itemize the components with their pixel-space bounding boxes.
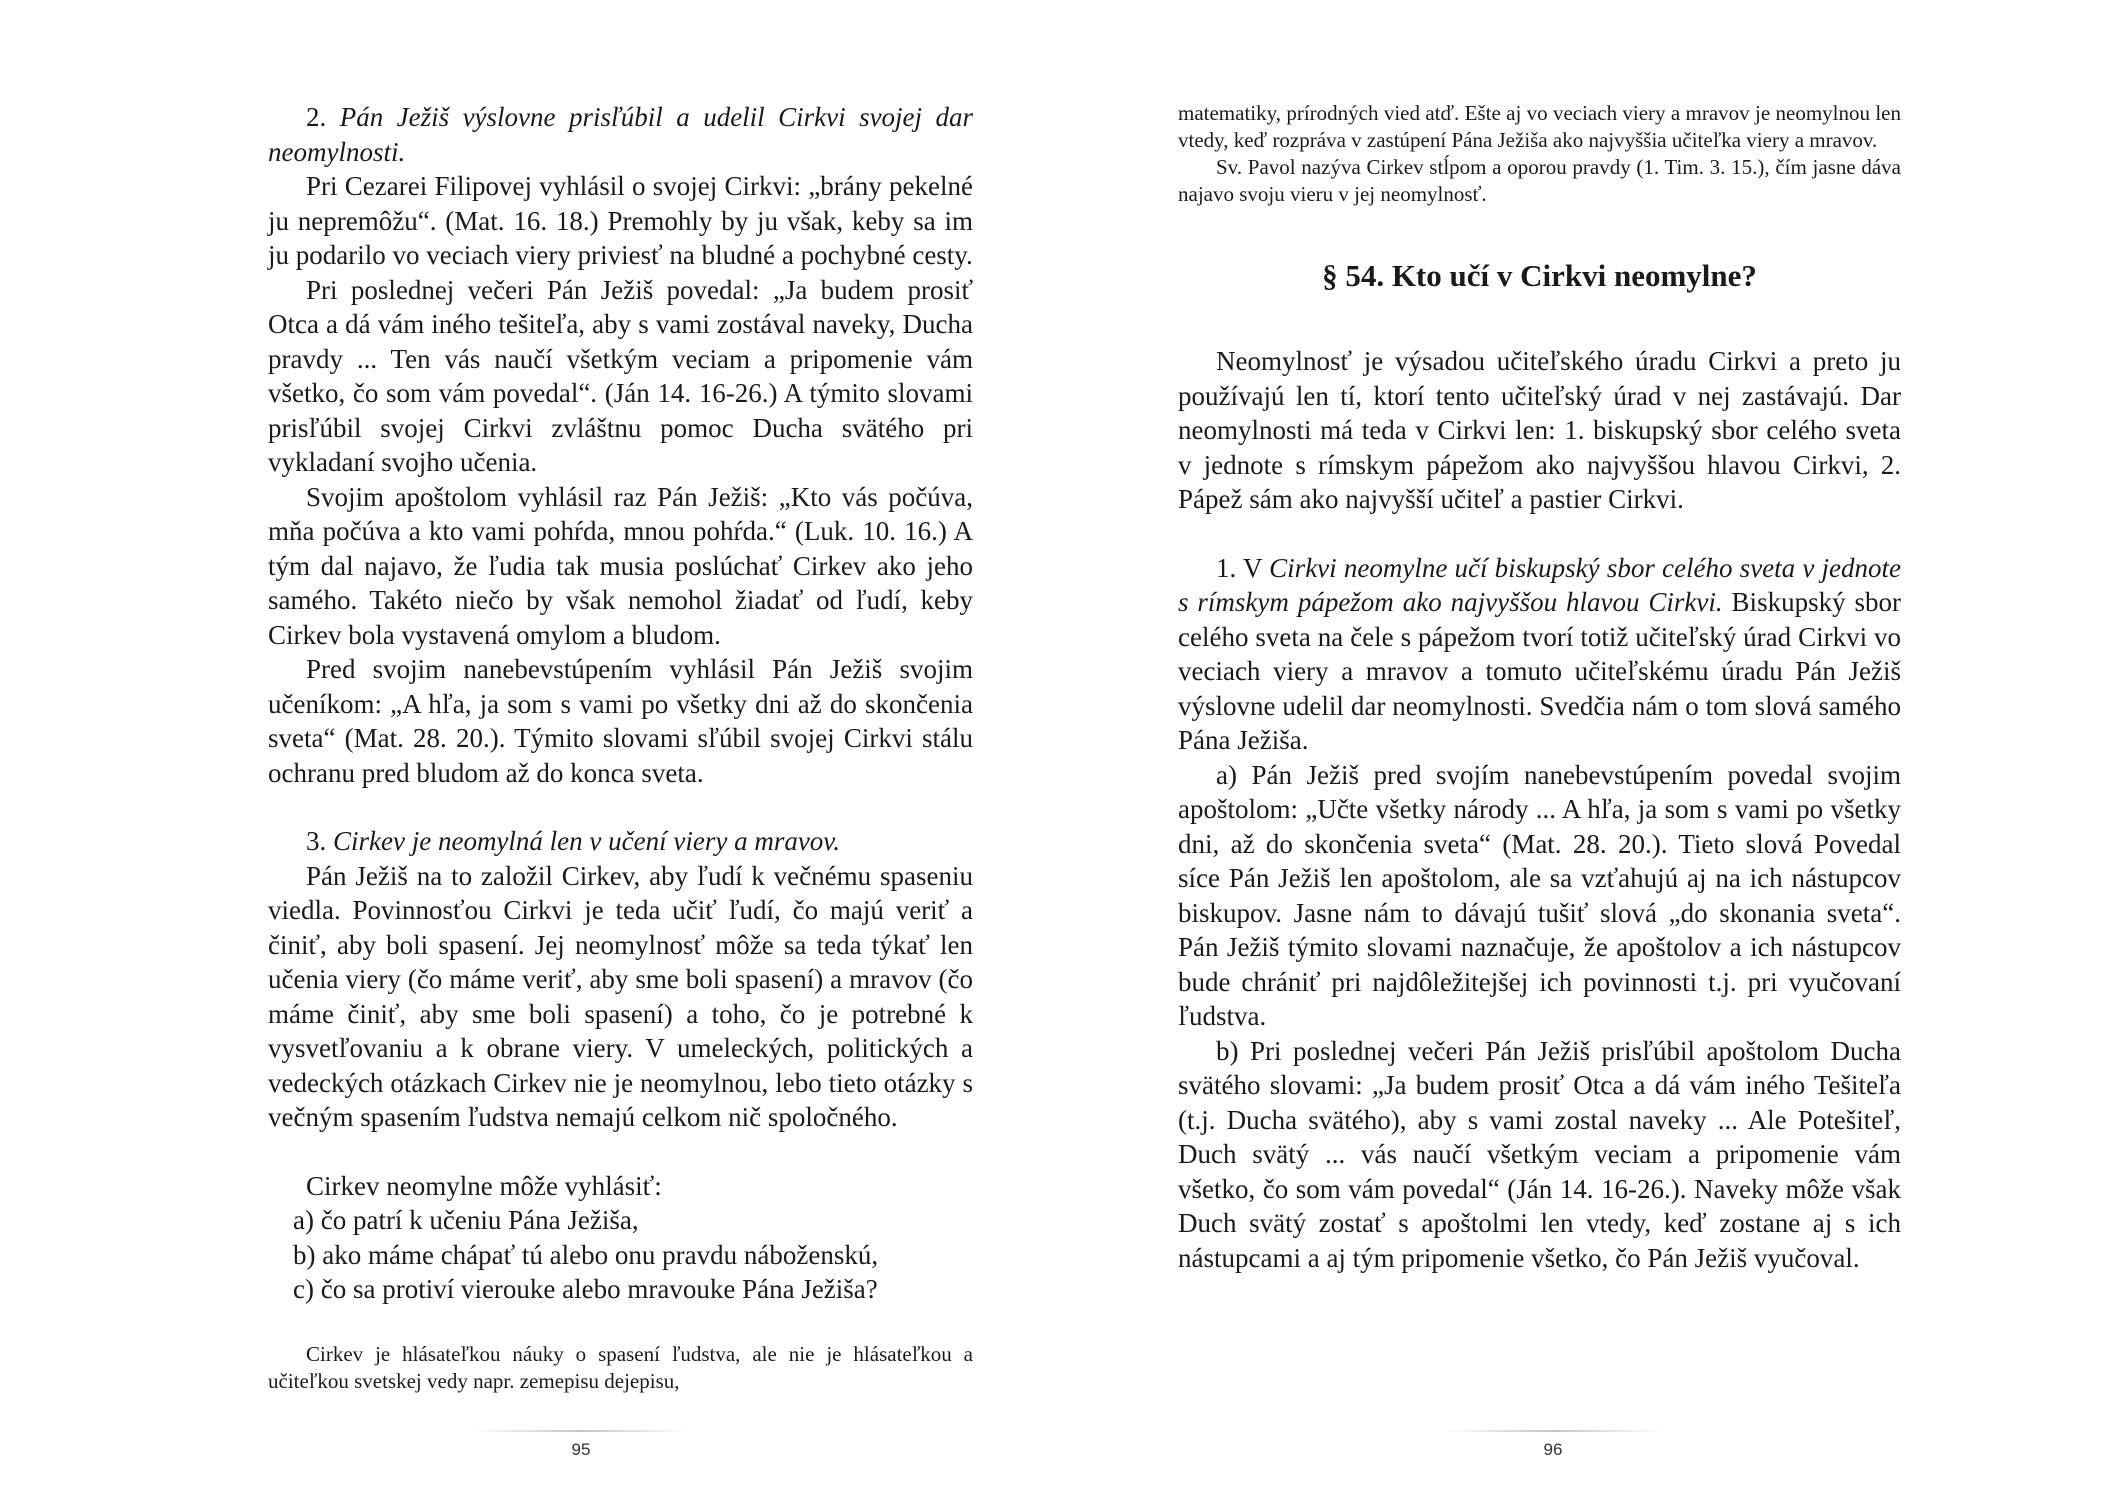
note-continued: matematiky, prírodných vied atď. Ešte aj vo veciach viery a mravov je neomylnou len vtedy, keď rozpráva v zastúpení Pána Ježiša ako najvyššia učiteľka viery a mravov. (1178, 101, 1901, 152)
page-footer-line (1443, 1430, 1663, 1432)
list-item: a) čo patrí k učeniu Pána Ježiša, (293, 1205, 639, 1235)
section-3-number: 3. (306, 826, 333, 856)
paragraph: Neomylnosť je výsadou učiteľského úradu Cirkvi a preto ju používajú len tí, ktorí tento učiteľský úrad v nej zastávajú. Dar neomylnosti má teda v Cirkvi len: 1. biskupský sbor celého sveta v jednote s rímskym pápežom ako najvyššou hlavou Cirkvi, 2. Pápež sám ako najvyšší učiteľ a pastier Cirkvi. (1178, 346, 1901, 514)
point-number: 1. V (1216, 552, 1270, 583)
paragraph: Pri Cezarei Filipovej vyhlásil o svojej Cirkvi: „brány pekelné ju nepremôžu“. (Mat. 16. 18.) Premohly by ju však, keby sa im ju podarilo vo veciach viery priviesť na bludné a pochybné cesty. (268, 171, 973, 270)
paragraph: 1. V Cirkvi neomylne učí biskupský sbor celého sveta v jednote s rímskym pápežom ako najvyššou hlavou Cirkvi. Biskupský sbor celého sveta na čele s pápežom tvorí totiž učiteľský úrad Cirkvi vo veciach viery a mravov a tomuto učiteľskému úradu Pán Ježiš výslovne udelil dar neomylnosti. Svedčia nám o tom slová samého Pána Ježiša. (1178, 552, 1901, 755)
section-3-heading (268, 824, 973, 859)
section-2-title: Pán Ježiš výslovne prisľúbil a udelil Cirkvi svojej dar neomylnosti. (268, 102, 973, 167)
note: Cirkev je hlásateľkou náuky o spasení ľudstva, ale nie je hlásateľkou a učiteľkou svetskej vedy napr. zemepisu dejepisu, (268, 1341, 973, 1393)
point-title: Cirkvi neomylne učí biskupský sbor celého sveta v jednote s rímskym pápežom ako najvyššou hlavou Cirkvi. (1178, 552, 1901, 617)
list-item: c) čo sa protiví vierouke alebo mravouke Pána Ježiša? (293, 1274, 878, 1304)
section-3-title: Cirkev je neomylná len v učení viery a mravov. (333, 826, 841, 856)
right-page (1061, 0, 2122, 1500)
list-item: b) ako máme chápať tú alebo onu pravdu náboženskú, (293, 1239, 879, 1270)
paragraph: b) Pri poslednej večeri Pán Ježiš prisľúbil apoštolom Ducha svätého slovami: „Ja budem prosiť Otca a dá vám iného Tešiteľa (t.j. Ducha svätého), aby s vami zostal naveky ... Ale Potešiteľ, Duch svätý ... vás naučí všetkým veciam a pripomenie vám všetko, čo som vám povedal“ (Ján 14. 16-26.). Naveky môže však Duch svätý zostať s apoštolmi len vtedy, keď zostane aj s ich nástupcami a aj tým pripomenie všetko, čo Pán Ježiš vyučoval. (1178, 1035, 1901, 1273)
note: Sv. Pavol nazýva Cirkev stĺpom a oporou pravdy (1. Tim. 3. 15.), čím jasne dáva najavo svoju vieru v jej neomylnosť. (1178, 155, 1901, 206)
paragraph: Pred svojim nanebevstúpením vyhlásil Pán Ježiš svojim učeníkom: „A hľa, ja som s vami po všetky dni až do skončenia sveta“ (Mat. 28. 20.). Týmito slovami sľúbil svojej Cirkvi stálu ochranu pred bludom až do konca sveta. (268, 654, 973, 788)
list-title: Cirkev neomylne môže vyhlásiť: (306, 1170, 662, 1201)
paragraph: Pán Ježiš na to založil Cirkev, aby ľudí k večnému spaseniu viedla. Povinnosťou Cirkvi je teda učiť ľudí, čo majú veriť a činiť, aby boli spasení. Jej neomylnosť môže sa teda týkať len učenia viery (čo máme veriť, aby sme boli spasení) a mravov (čo máme činiť, aby sme boli spasení) a toho, čo je potrebné k vysvetľovaniu a k obrane viery. V umeleckých, politických a vedeckých otázkach Cirkev nie je neomylnou, lebo tieto otázky s večným spasením ľudstva nemajú celkom nič spoločného. (268, 860, 973, 1132)
right-text-column (1178, 100, 1901, 1275)
paragraph: Pri poslednej večeri Pán Ježiš povedal: „Ja budem prosiť Otca a dá vám iného tešiteľa, aby s vami zostával naveky, Ducha pravdy ... Ten vás naučí všetkým veciam a pripomenie vám všetko, čo som vám povedal“. (Ján 14. 16-26.) A týmito slovami prisľúbil svojej Cirkvi zvláštnu pomoc Ducha svätého pri vykladaní svojho učenia. (268, 274, 973, 477)
page-number: 95 (571, 1440, 591, 1459)
left-text-column (268, 100, 973, 1395)
paragraph: a) Pán Ježiš pred svojím nanebevstúpením povedal svojim apoštolom: „Učte všetky národy ... A hľa, ja som s vami po všetky dni, až do skončenia sveta“ (Mat. 28. 20.). Tieto slová Povedal síce Pán Ježiš len apoštolom, ale sa vzťahujú aj na ich nástupcov biskupov. Jasne nám to dávajú tušiť slová „do skonania sveta“. Pán Ježiš týmito slovami naznačuje, že apoštolov a ich nástupcov bude chrániť pri najdôležitejšej ich povinnosti t.j. pri vyučovaní ľudstva. (1178, 759, 1901, 1031)
paragraph: Svojim apoštolom vyhlásil raz Pán Ježiš: „Kto vás počúva, mňa počúva a kto vami pohŕda, mnou pohŕda.“ (Luk. 10. 16.) A tým dal najavo, že ľudia tak musia poslúchať Cirkev ako jeho samého. Takéto niečo by však nemohol žiadať od ľudí, keby Cirkev bola vystavená omylom a bludom. (268, 481, 973, 650)
section-2-heading (268, 100, 973, 169)
list (268, 1203, 973, 1307)
section-heading: § 54. Kto učí v Cirkvi neomylne? (1322, 258, 1757, 293)
section-2-number: 2. (306, 102, 340, 132)
page-number: 96 (1543, 1440, 1563, 1459)
page-footer-line (471, 1430, 691, 1432)
